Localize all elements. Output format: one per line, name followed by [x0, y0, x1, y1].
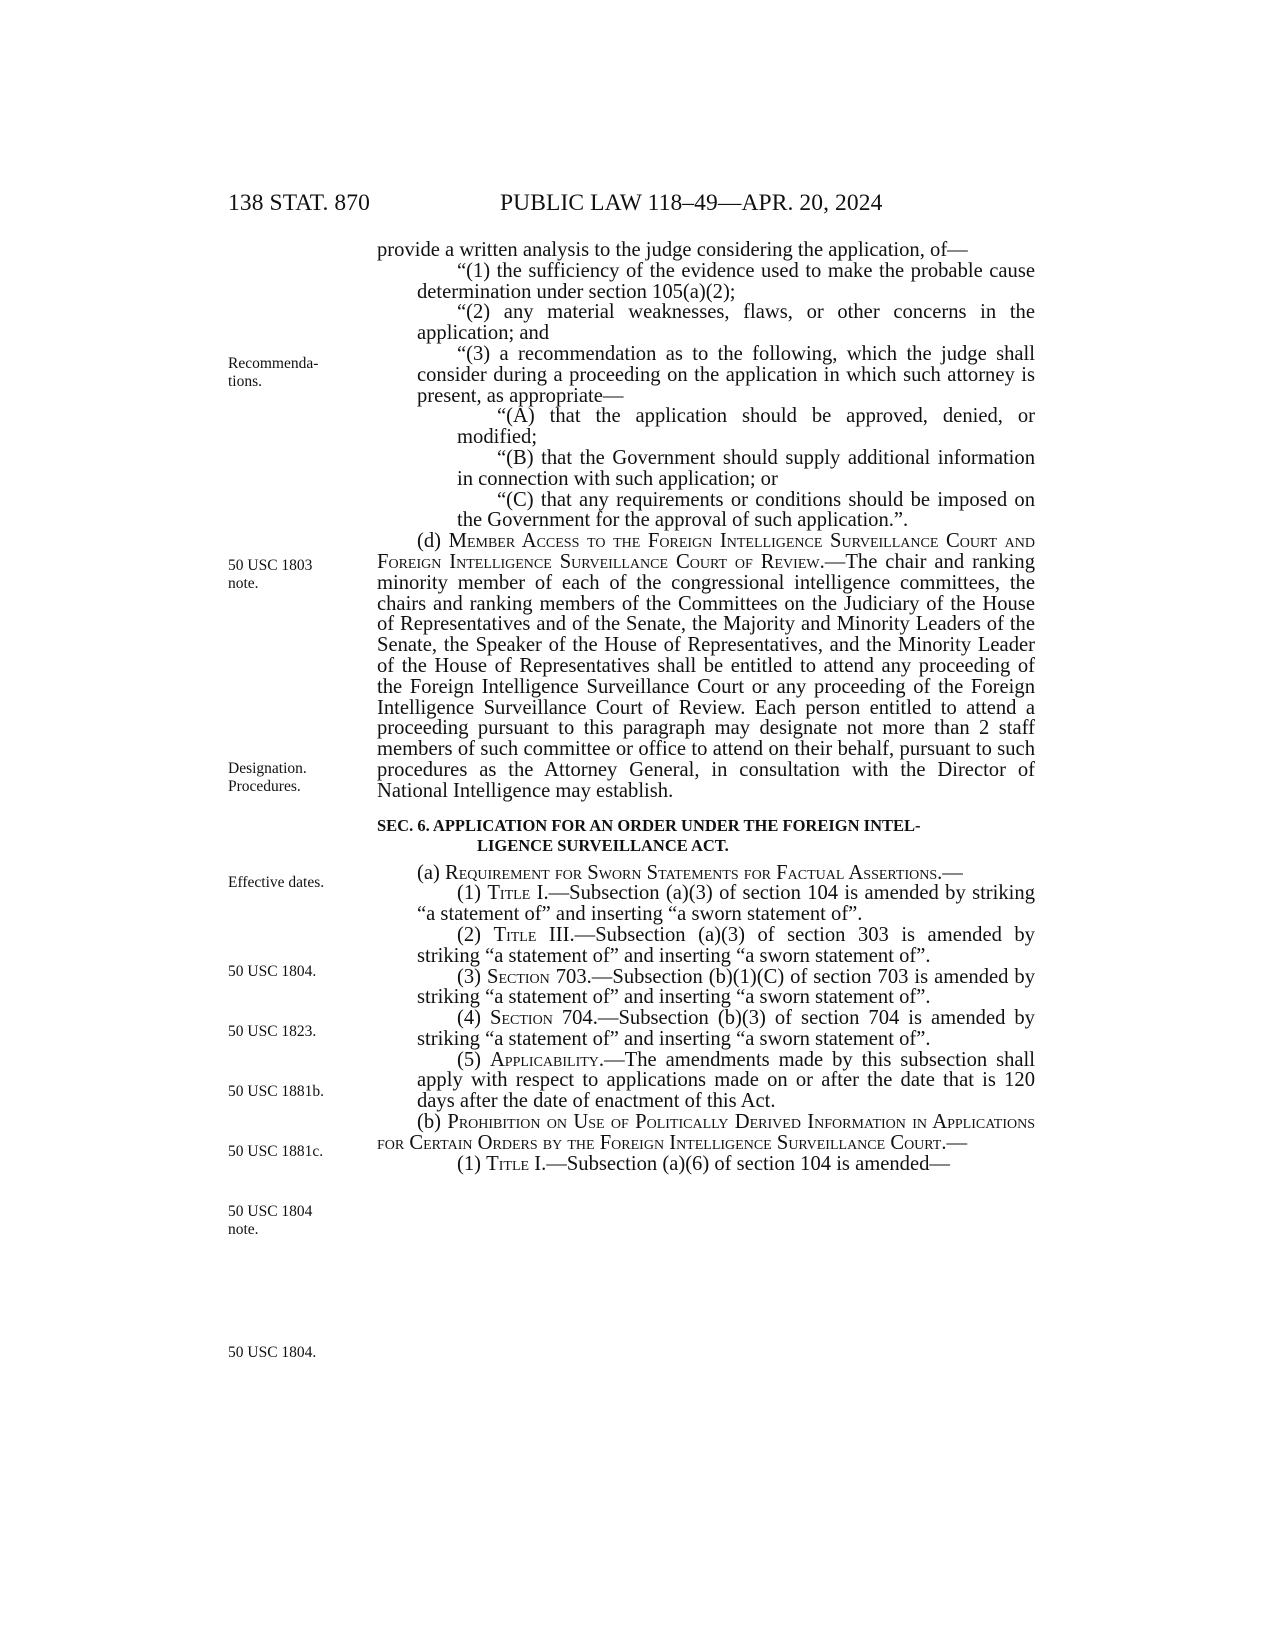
- margin-note-recommendations: Recommenda- tions.: [228, 355, 319, 390]
- subsection-b: (b) Prohibition on Use of Politically Derived Information in Applications for Certain Orders by the Foreign Intelligence Surveillance Court.—: [377, 1111, 1035, 1154]
- paragraph-continuation: provide a written analysis to the judge considering the application, of—: [377, 239, 968, 261]
- subparagraph-b: “(B) that the Government should supply additional information in connection with such application; or: [457, 446, 1035, 490]
- paragraph-a5: (5) Applicability.—The amendments made by this subsection shall apply with respect to applications made on or after the date that is 120 days after the date of enactment of this Act.: [417, 1048, 1036, 1113]
- subsection-a-heading: Requirement for Sworn Statements for Factual Assertions: [445, 861, 938, 884]
- margin-note-usc-1804-note: 50 USC 1804 note.: [228, 1203, 313, 1238]
- paragraph-b1: (1) Title I.—Subsection (a)(6) of section 104 is amended—: [457, 1152, 950, 1175]
- subparagraph-c: “(C) that any requirements or conditions should be imposed on the Government for the approval of such application.”.: [457, 488, 1035, 532]
- subsection-d-heading: Member Access to the Foreign Intelligence Surveillance Court and Foreign Intelligence Surveillance Court of Review: [377, 530, 1035, 573]
- margin-note-usc-1881b: 50 USC 1881b.: [228, 1083, 325, 1100]
- margin-note-designation-procedures: Designation. Procedures.: [228, 760, 307, 795]
- paragraph-a3: (3) Section 703.—Subsection (b)(1)(C) of section 703 is amended by striking “a statement of” and inserting “a sworn statement of”.: [417, 965, 1035, 1009]
- subsection-b-heading: Prohibition on Use of Politically Derived Information in Applications for Certain Orders by the Foreign Intelligence Surveillance Court: [377, 1111, 1035, 1154]
- margin-note-usc-1823: 50 USC 1823.: [228, 1023, 317, 1040]
- section-6-heading: SEC. 6. APPLICATION FOR AN ORDER UNDER THE FOREIGN INTEL- LIGENCE SURVEILLANCE ACT.: [377, 815, 921, 855]
- subsection-d: (d) Member Access to the Foreign Intelligence Surveillance Court and Foreign Intelligence Surveillance Court of Review.—The chair and ranking minority member of each of the congressional intelligence committees, the chairs and ranking members of the Committees on the Judiciary of the House of Representatives and of the Senate, the Majority and Minority Leaders of the Senate, the Speaker of the House of Representatives, and the Minority Leader of the House of Representatives shall be entitled to attend any proceeding of the Foreign Intelligence Surveillance Court or any proceeding of the Foreign Intelligence Surveillance Court of Review. Each person entitled to attend a proceeding pursuant to this paragraph may designate not more than 2 staff members of such committee or office to attend on their behalf, pursuant to such procedures as the Attorney General, in consultation with the Director of National Intelligence may establish.: [377, 530, 1035, 802]
- paragraph-a4: (4) Section 704.—Subsection (b)(3) of section 704 is amended by striking “a statement of” and inserting “a sworn statement of”.: [417, 1007, 1035, 1050]
- statute-page-number: 138 STAT. 870: [228, 190, 370, 216]
- subparagraph-a: “(A) that the application should be approved, denied, or modified;: [457, 405, 1035, 449]
- body-text: [377, 240, 1035, 1174]
- page-running-title: PUBLIC LAW 118–49—APR. 20, 2024: [500, 190, 883, 216]
- paragraph-2: “(2) any material weaknesses, flaws, or other concerns in the application; and: [417, 301, 1035, 345]
- margin-note-usc-1804: 50 USC 1804.: [228, 963, 317, 980]
- margin-note-usc-1881c: 50 USC 1881c.: [228, 1143, 324, 1160]
- paragraph-a1: (1) Title I.—Subsection (a)(3) of section 104 is amended by striking “a statement of” and inserting “a sworn statement of”.: [417, 882, 1035, 926]
- margin-note-usc-1804-second: 50 USC 1804.: [228, 1344, 317, 1361]
- subsection-a: (a) Requirement for Sworn Statements for Factual Assertions.—: [417, 861, 963, 884]
- margin-note-effective-dates: Effective dates.: [228, 874, 325, 891]
- paragraph-1: “(1) the sufficiency of the evidence used to make the probable cause determination under section 105(a)(2);: [417, 259, 1035, 303]
- paragraph-3: “(3) a recommendation as to the following, which the judge shall consider during a proceeding on the application in which such attorney is present, as appropriate—: [417, 342, 1035, 407]
- paragraph-a2: (2) Title III.—Subsection (a)(3) of section 303 is amended by striking “a statement of” and inserting “a sworn statement of”.: [417, 923, 1035, 967]
- margin-note-usc-1803-note: 50 USC 1803 note.: [228, 557, 313, 592]
